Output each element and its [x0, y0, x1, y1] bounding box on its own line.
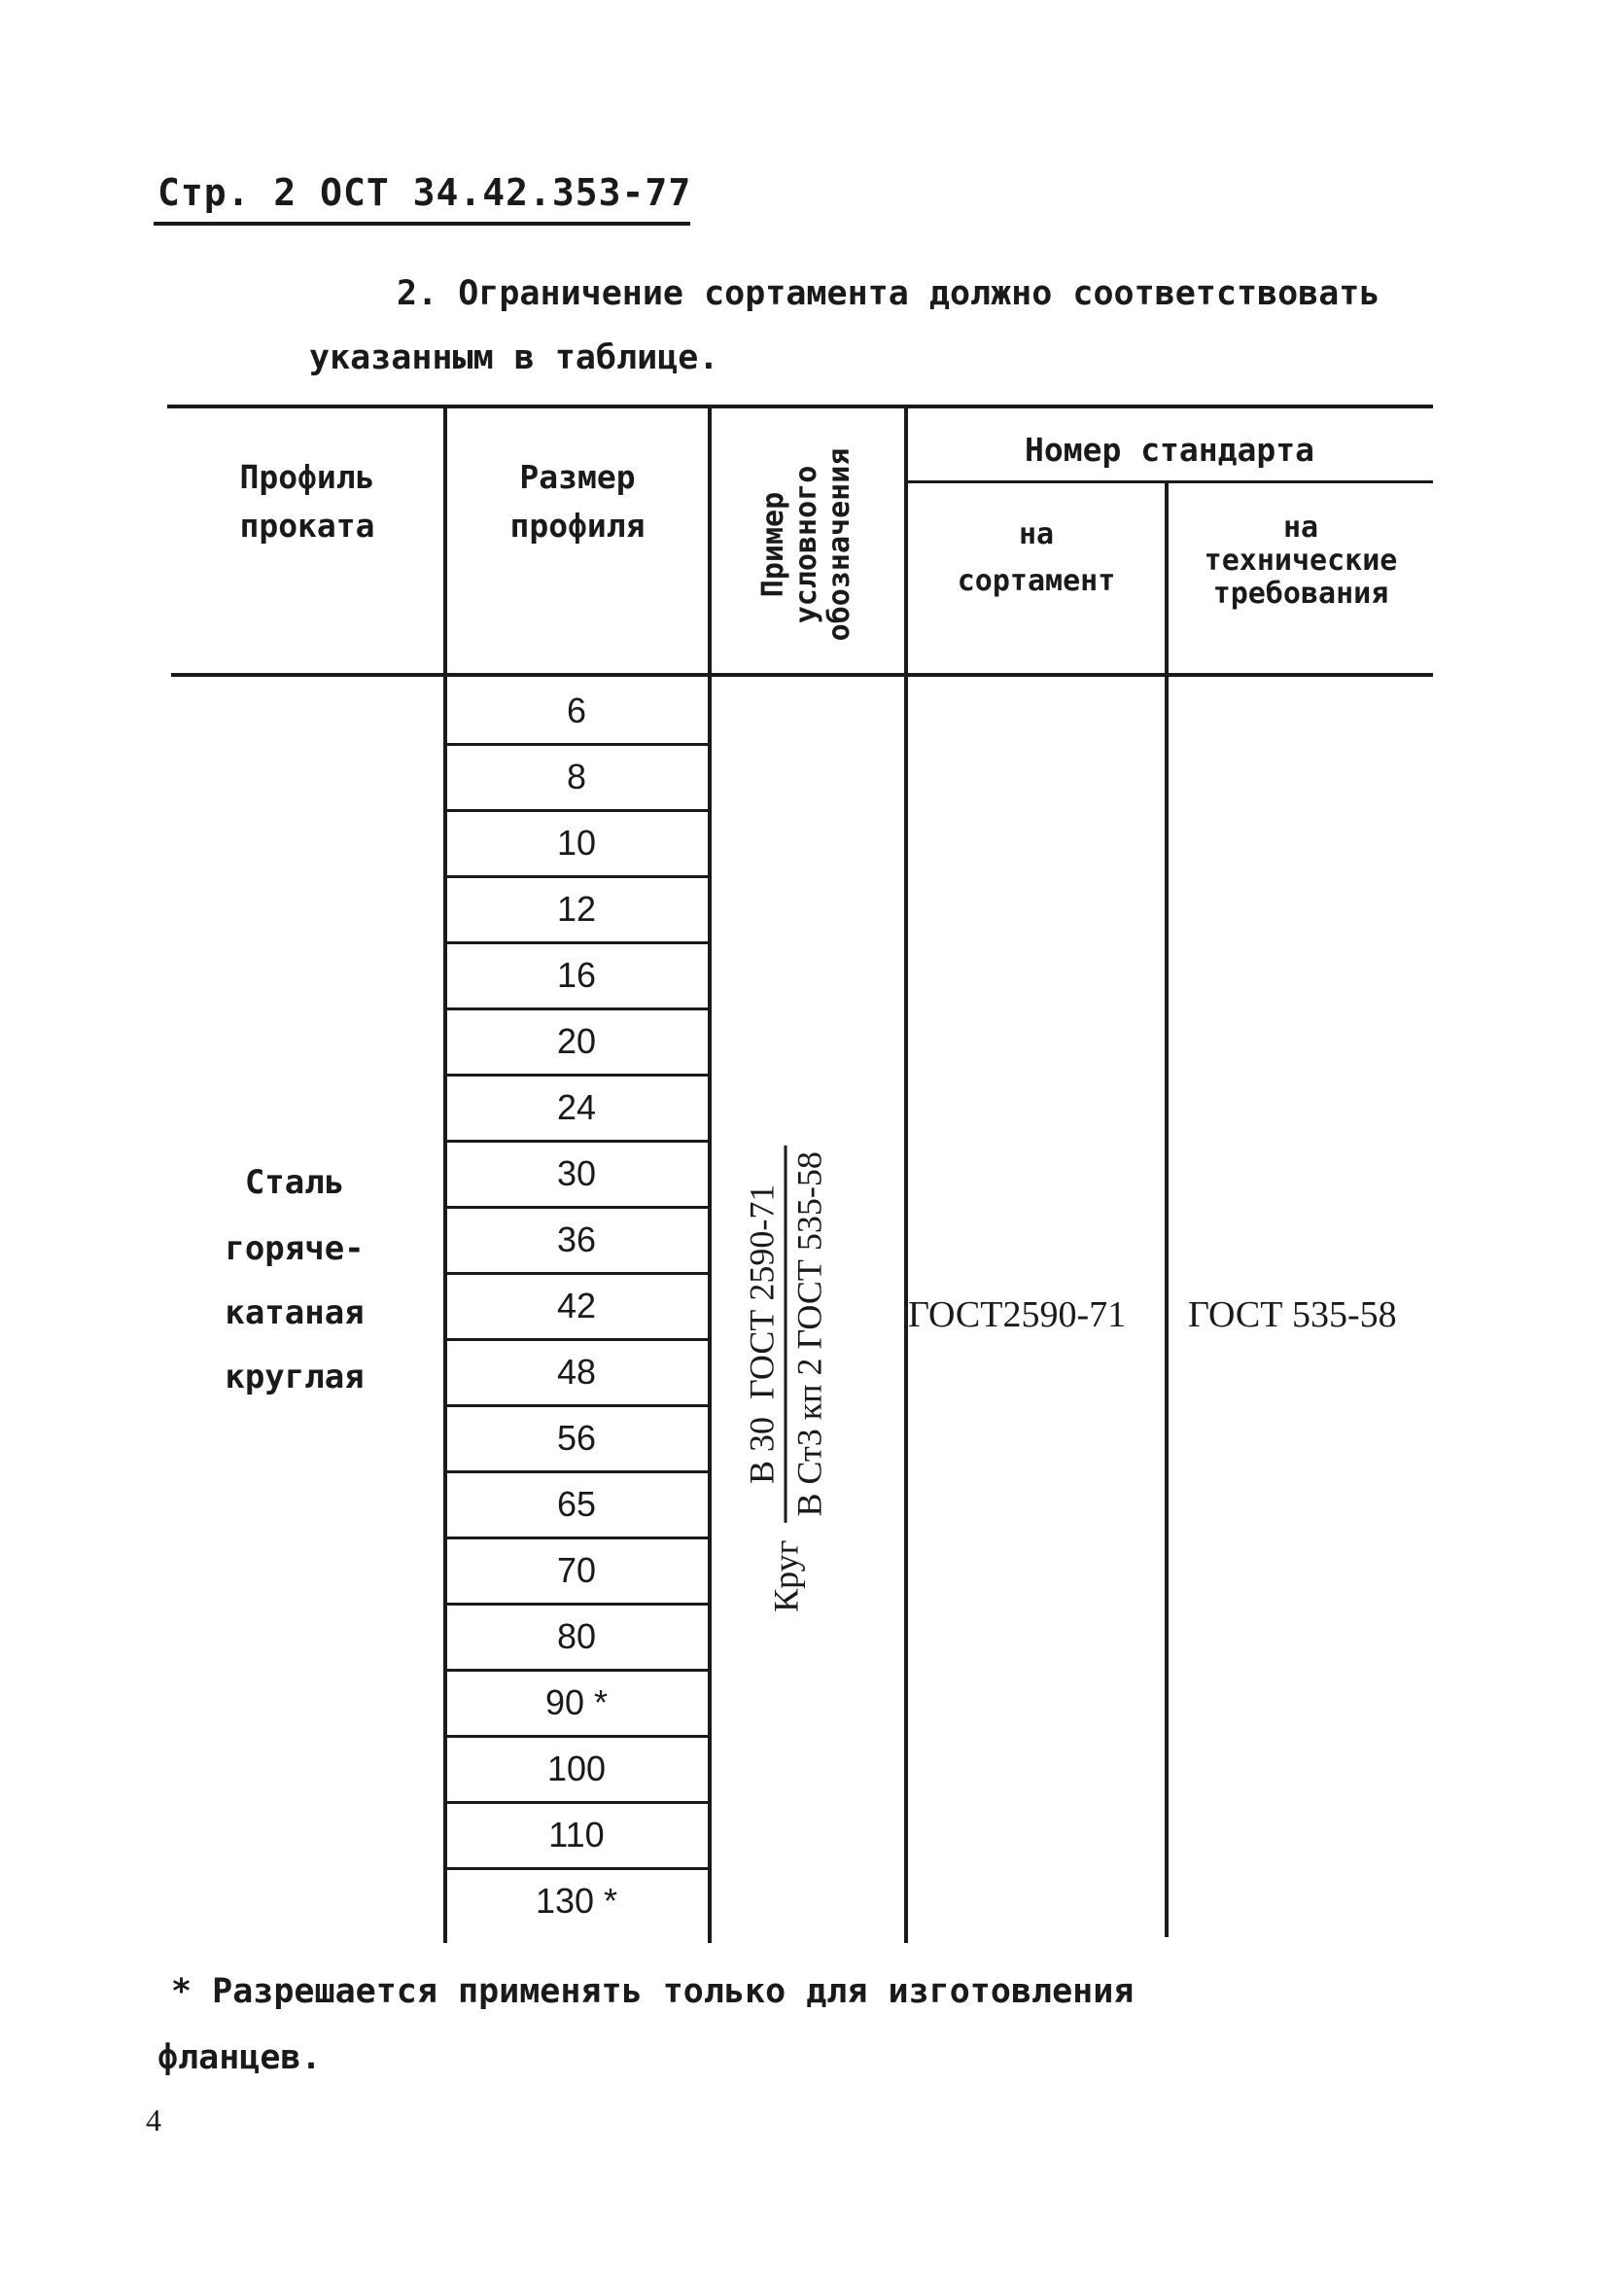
header-underline	[154, 222, 690, 226]
assortment-standard: ГОСТ2590-71	[908, 1294, 1127, 1335]
size-cell: 36	[556, 1219, 597, 1259]
standard-group-rule	[906, 480, 1433, 483]
size-row-rule	[445, 743, 710, 746]
profile-name-line-3: катаная	[225, 1293, 365, 1332]
technical-standard: ГОСТ 535-58	[1188, 1294, 1397, 1335]
size-row-rule	[445, 1801, 710, 1804]
footnote-line-1: * Разрешается применять только для изготовления	[171, 1972, 1135, 2011]
size-cell: 24	[556, 1087, 597, 1127]
size-row-rule	[445, 1603, 710, 1606]
size-cell: 8	[566, 757, 587, 796]
header-size: Размер профиля	[509, 458, 646, 545]
size-row-rule	[445, 1007, 710, 1010]
size-cell: 42	[556, 1286, 597, 1325]
size-cell: 20	[556, 1021, 597, 1061]
page-number: 4	[146, 2102, 161, 2137]
size-cell: 110	[548, 1815, 605, 1854]
header-profile: Профиль проката	[239, 458, 375, 545]
header-technical: на технические требования	[1204, 511, 1398, 611]
size-row-rule	[445, 875, 710, 878]
profile-name-line-2: горяче-	[225, 1229, 365, 1268]
size-cell: 10	[556, 823, 597, 863]
col-divider-3	[904, 406, 908, 1943]
size-row-rule	[445, 1537, 710, 1539]
size-row-rule	[445, 1206, 710, 1209]
size-row-rule	[445, 1404, 710, 1407]
fraction-bar	[785, 1146, 787, 1522]
size-row-rule	[445, 1669, 710, 1672]
size-cell: 100	[546, 1748, 607, 1788]
intro-line-1: 2. Ограничение сортамента должно соответствовать	[397, 274, 1380, 313]
page-header: Стр. 2 ОСТ 34.42.353-77	[157, 171, 692, 214]
size-row-rule	[445, 809, 710, 812]
size-cell: 90 *	[544, 1682, 609, 1722]
size-row-rule	[445, 941, 710, 944]
header-assortment: на сортамент	[957, 517, 1116, 598]
size-row-rule	[445, 1338, 710, 1341]
size-row-rule	[445, 1272, 710, 1275]
designation-prefix: Круг	[766, 1539, 805, 1612]
size-cell: 80	[556, 1616, 597, 1656]
size-cell: 65	[556, 1484, 597, 1524]
footnote-line-2: фланцев.	[157, 2038, 322, 2077]
size-cell: 30	[556, 1153, 597, 1193]
size-cell: 48	[556, 1352, 597, 1392]
designation-fraction	[742, 1146, 830, 1522]
size-row-rule	[445, 1735, 710, 1738]
col-divider-4	[1165, 482, 1169, 1937]
designation-denominator: В Ст3 кп 2 ГОСТ 535-58	[789, 1151, 829, 1517]
size-row-rule	[445, 1074, 710, 1077]
size-row-rule	[445, 1140, 710, 1143]
table-top-rule	[167, 405, 1433, 408]
size-cell: 6	[566, 690, 587, 730]
size-cell: 16	[556, 955, 597, 995]
size-cell: 12	[556, 889, 597, 929]
size-cell: 56	[556, 1418, 597, 1458]
header-bottom-rule	[171, 673, 1433, 677]
size-row-rule	[445, 1470, 710, 1473]
size-cell: 70	[556, 1550, 597, 1590]
profile-name-line-4: круглая	[225, 1358, 365, 1396]
header-standard-group: Номер стандарта	[1024, 431, 1314, 469]
col-divider-2	[708, 406, 712, 1943]
designation-numerator: В 30 ГОСТ 2590-71	[742, 1183, 782, 1485]
size-cell: 130 *	[535, 1881, 618, 1921]
profile-name-line-1: Сталь	[244, 1163, 345, 1202]
size-row-rule	[445, 1867, 710, 1870]
intro-line-2: указанным в таблице.	[309, 338, 719, 377]
